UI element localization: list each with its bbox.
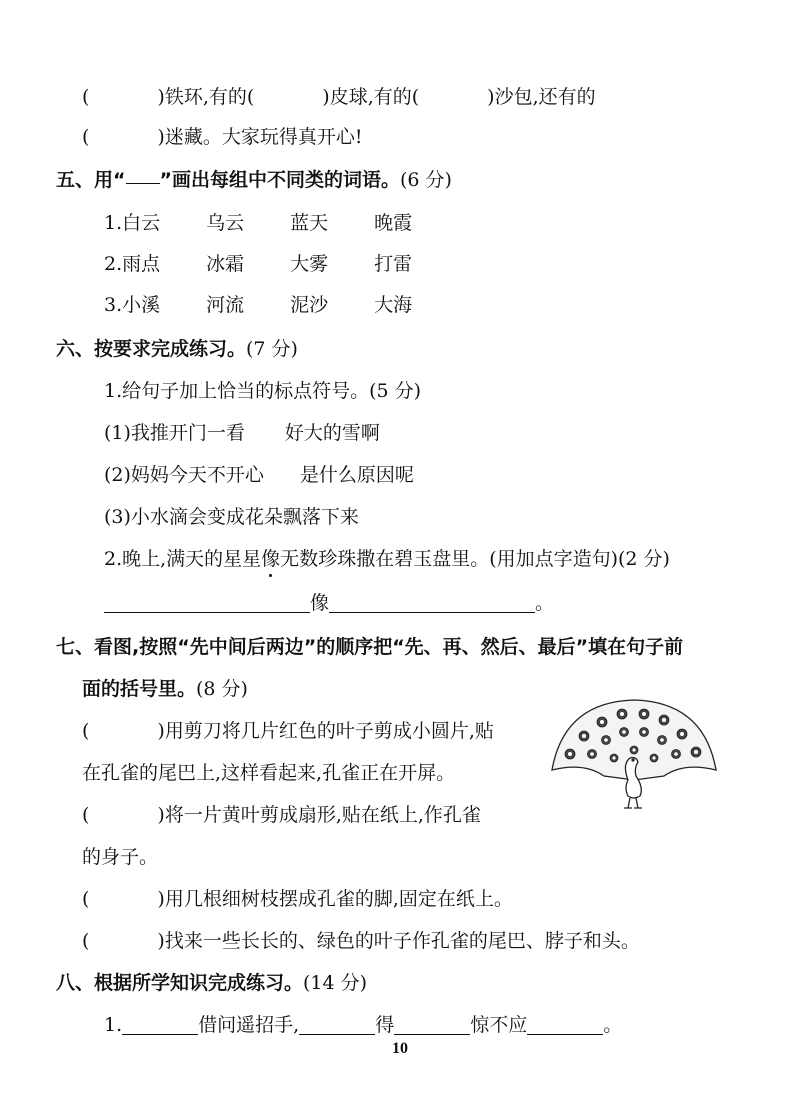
s6-question-1: 1.给句子加上恰当的标点符号。(5 分)	[104, 380, 422, 402]
s7-line-4: 的身子。	[82, 846, 159, 868]
page-number: 10	[392, 1040, 408, 1057]
word-option[interactable]: 打雷	[374, 253, 413, 275]
s6-item-2: (2)妈妈今天不开心 是什么原因呢	[104, 464, 414, 486]
answer-line[interactable]	[122, 1014, 198, 1035]
answer-line[interactable]	[329, 592, 535, 613]
answer-line[interactable]	[527, 1014, 603, 1035]
word-option[interactable]: 小溪	[122, 294, 161, 316]
peacock-icon	[544, 696, 724, 812]
word-option[interactable]: 乌云	[206, 212, 245, 234]
s6-item-1: (1)我推开门一看 好大的雪啊	[104, 422, 380, 444]
answer-line[interactable]	[104, 592, 310, 613]
cont-line-1: ( )铁环,有的( )皮球,有的( )沙包,还有的	[82, 86, 596, 108]
s7-line-3: ( )将一片黄叶剪成扇形,贴在纸上,作孔雀	[82, 804, 481, 826]
s8-question-1: 1. 借问遥招手, 得 惊不应 。	[104, 1014, 623, 1036]
emphasis-dot-char: 像	[261, 548, 281, 570]
cont-line-2: ( )迷藏。大家玩得真开心!	[82, 126, 363, 148]
s6-question-2: 2.晚上,满天的星星像无数珍珠撒在碧玉盘里。(用加点字造句)(2 分)	[104, 548, 670, 570]
word-option[interactable]: 泥沙	[290, 294, 329, 316]
section-7-title: 七、看图,按照“先中间后两边”的顺序把“先、再、然后、最后”填在句子前	[56, 636, 684, 658]
s7-line-1: ( )用剪刀将几片红色的叶子剪成小圆片,贴	[82, 720, 494, 742]
word-option[interactable]: 大雾	[290, 253, 329, 275]
s7-line-6: ( )找来一些长长的、绿色的叶子作孔雀的尾巴、脖子和头。	[82, 930, 640, 952]
s5-row-3: 3.小溪 河流 泥沙 大海	[104, 292, 458, 318]
underline-sample	[126, 169, 160, 184]
s5-row-2: 2.雨点 冰霜 大雾 打雷	[104, 251, 458, 277]
section-5-title: 五、用“ ”画出每组中不同类的词语。(6 分)	[56, 169, 452, 191]
word-option[interactable]: 河流	[206, 294, 245, 316]
answer-line[interactable]	[299, 1014, 375, 1035]
s6-item-3: (3)小水滴会变成花朵飘落下来	[104, 506, 359, 528]
word-option[interactable]: 冰霜	[206, 253, 245, 275]
s7-line-5: ( )用几根细树枝摆成孔雀的脚,固定在纸上。	[82, 888, 513, 910]
answer-line[interactable]	[394, 1014, 470, 1035]
word-option[interactable]: 大海	[374, 294, 413, 316]
s7-line-2: 在孔雀的尾巴上,这样看起来,孔雀正在开屏。	[82, 762, 456, 784]
s6-fill-line: 像 。	[104, 590, 554, 616]
section-6-title: 六、按要求完成练习。(7 分)	[56, 338, 298, 360]
section-8-title: 八、根据所学知识完成练习。(14 分)	[56, 972, 368, 994]
word-option[interactable]: 晚霞	[374, 212, 413, 234]
word-option[interactable]: 白云	[122, 212, 161, 234]
s5-row-1: 1.白云 乌云 蓝天 晚霞	[104, 210, 458, 236]
section-7-title-cont: 面的括号里。(8 分)	[82, 678, 248, 700]
word-option[interactable]: 雨点	[122, 253, 161, 275]
word-option[interactable]: 蓝天	[290, 212, 329, 234]
